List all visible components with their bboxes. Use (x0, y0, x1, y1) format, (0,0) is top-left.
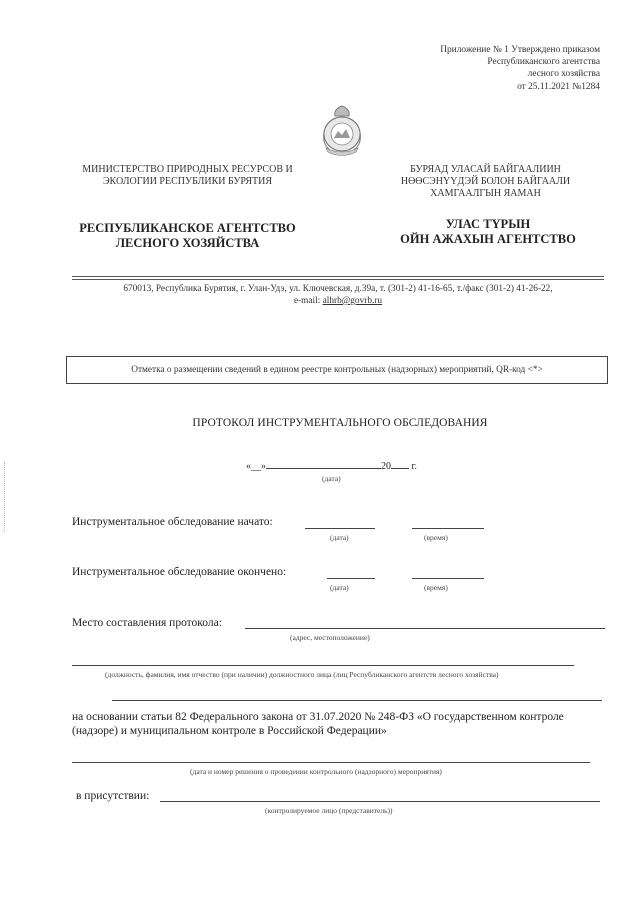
presence-field[interactable] (160, 801, 600, 802)
ministry-bua-line: НӨӨСЭНҮҮДЭЙ БОЛОН БАЙГААЛИ (400, 176, 571, 187)
date-year-prefix: 20 (381, 461, 391, 472)
email-link[interactable]: alhrb@govrb.ru (322, 296, 383, 306)
coat-of-arms-icon (318, 104, 366, 158)
ministry-bua-line: БУРЯАД УЛАСАЙ БАЙГААЛИИН (410, 164, 561, 175)
appendix-line: лесного хозяйства (527, 69, 600, 80)
date-caption: (дата) (322, 474, 341, 483)
presence-label: в присутствии: (76, 790, 150, 802)
ministry-ru-line: ЭКОЛОГИИ РЕСПУБЛИКИ БУРЯТИЯ (102, 176, 273, 187)
appendix-line: Приложение № 1 Утверждено приказом (440, 45, 600, 55)
official-caption: (должность, фамилия, имя отчество (при наличии) должностного лица (лиц Республиканского агентств лесного хозяйства) (105, 670, 499, 679)
ministry-bua-line: ХАМГААЛГЫН ЯАМАН (430, 188, 541, 199)
agency-name-ru (70, 221, 305, 251)
email-line (72, 295, 604, 307)
time-caption: (время) (424, 583, 448, 592)
time-caption: (время) (424, 533, 448, 542)
header-divider (72, 276, 604, 277)
date-year-blank[interactable] (391, 458, 409, 469)
ended-time-field[interactable] (412, 578, 484, 579)
date-month-blank[interactable] (266, 458, 381, 469)
ended-label: Инструментальное обследование окончено: (72, 566, 287, 578)
place-caption: (адрес, местоположение) (290, 633, 370, 642)
date-caption: (дата) (330, 533, 349, 542)
date-line (246, 458, 417, 472)
decision-caption: (дата и номер решения о проведении контрольного (надзорного) мероприятия) (190, 767, 442, 776)
legal-basis-text: на основании статьи 82 Федерального закона от 31.07.2020 № 248-ФЗ «О государственном контроле (надзоре) и муниципальном контроле в Российской Федерации» (72, 711, 564, 737)
ended-date-field[interactable] (327, 578, 375, 579)
registry-note-box (66, 356, 608, 384)
started-time-field[interactable] (412, 528, 484, 529)
date-year-suffix: г. (411, 461, 417, 472)
started-date-field[interactable] (305, 528, 375, 529)
scan-margin-mark (4, 462, 6, 532)
date-day: «__» (246, 461, 266, 472)
started-label: Инструментальное обследование начато: (72, 516, 273, 528)
decision-field[interactable] (72, 762, 590, 763)
place-label: Место составления протокола: (72, 617, 222, 629)
email-label: e-mail: (293, 296, 323, 306)
appendix-line: Республиканского агентства (487, 57, 600, 68)
registry-note: Отметка о размещении сведений в едином реестре контрольных (надзорных) мероприятий, QR-код <*> (131, 365, 543, 375)
agency-ru-line: ЛЕСНОГО ХОЗЯЙСТВА (115, 236, 260, 250)
agency-bua-line: ОЙН АЖАХЫН АГЕНТСТВО (400, 232, 576, 246)
agency-bua-line: УЛАС ТҮРЫН (445, 217, 531, 231)
ministry-name-ru (60, 164, 315, 188)
address-block (72, 283, 604, 307)
ministry-ru-line: МИНИСТЕРСТВО ПРИРОДНЫХ РЕСУРСОВ И (82, 164, 293, 175)
official-field[interactable] (72, 665, 574, 666)
agency-ru-line: РЕСПУБЛИКАНСКОЕ АГЕНТСТВО (79, 221, 296, 235)
document-title: ПРОТОКОЛ ИНСТРУМЕНТАЛЬНОГО ОБСЛЕДОВАНИЯ (192, 417, 488, 429)
header-divider (72, 279, 604, 280)
date-caption: (дата) (330, 583, 349, 592)
appendix-note (370, 44, 600, 93)
place-field[interactable] (245, 628, 605, 629)
official-extra-field[interactable] (112, 700, 602, 701)
presence-caption: (контролируемое лицо (представитель)) (265, 806, 393, 815)
ministry-name-bua (368, 164, 603, 200)
agency-name-bua (378, 217, 598, 247)
appendix-line: от 25.11.2021 №1284 (517, 81, 600, 92)
address-line: 670013, Республика Бурятия, г. Улан-Удэ, ул. Ключевская, д.39а, т. (301-2) 41-16-65, т./факс (301-2) 41-26-22, (123, 284, 553, 294)
